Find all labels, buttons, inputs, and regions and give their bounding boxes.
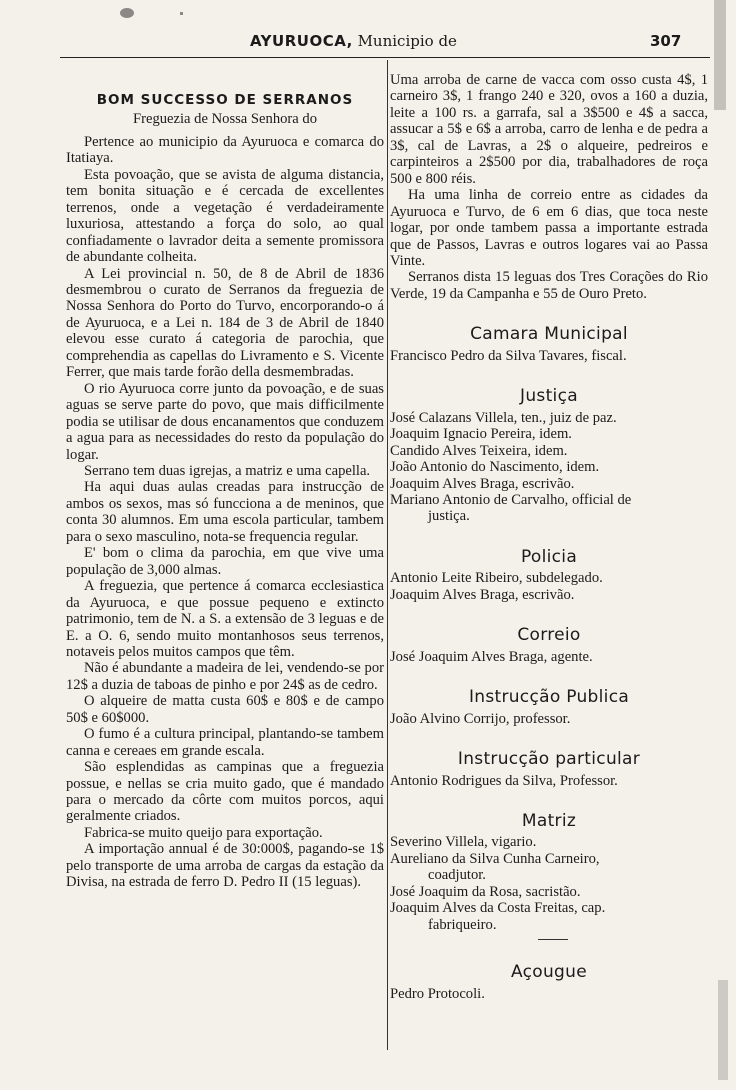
paragraph: A Lei provincial n. 50, de 8 de Abril de 1836 desmembrou o curato de Serranos da freguezia de Nossa Senhora do Porto do Turvo, encorporando-o á de Ayuruoca, e a Lei n. 184 de 3 de Abril de 1840 elevou esse curato á categoria de parochia, que comprehendia as capellas do Livramento e S. Vicente Ferrer, que mais tarde forão della desmembradas. bbox=[66, 265, 384, 381]
paragraph: O fumo é a cultura principal, plantando-se tambem canna e cereaes em grande escala. bbox=[66, 726, 384, 759]
directory-section bbox=[390, 810, 708, 940]
directory-section bbox=[390, 388, 708, 525]
section-separator bbox=[538, 939, 568, 940]
section-heading: Correio bbox=[517, 625, 581, 646]
left-column bbox=[66, 92, 384, 891]
directory-section bbox=[390, 326, 708, 364]
directory-entry: coadjutor. bbox=[428, 867, 486, 884]
section-heading: Açougue bbox=[511, 962, 587, 983]
paragraph: O rio Ayuruoca corre junto da povoação, e de suas aguas se serve parte do povo, que mais difficilmente podia se utilisar de dous encanamentos que conduzem a agua para as necessidades do resto da população do logar. bbox=[66, 380, 384, 463]
directory-entry: José Joaquim Alves Braga, agente. bbox=[390, 648, 593, 665]
paragraph: Fabrica-se muito queijo para exportação. bbox=[84, 824, 323, 841]
directory-entry: Antonio Leite Ribeiro, subdelegado. bbox=[390, 570, 603, 587]
directory-entry: Candido Alves Teixeira, idem. bbox=[390, 442, 568, 459]
scan-edge bbox=[714, 0, 726, 110]
header-subtitle: Municipio de bbox=[357, 32, 457, 50]
article-subtitle: Freguezia de Nossa Senhora do bbox=[133, 111, 317, 128]
paragraph: A freguezia, que pertence á comarca ecclesiastica da Ayuruoca, e que possue pequeno e extincto patrimonio, tem de N. a S. a extensão de 3 leguas e de E. a O. 6, sendo muito montanhosos seus terrenos, notaveis pelos muitos campos que têm. bbox=[66, 578, 384, 660]
paragraph: Não é abundante a madeira de lei, vendendo-se por 12$ a duzia de taboas de pinho e por 24$ as de cedro. bbox=[66, 660, 384, 693]
header-rule bbox=[60, 57, 710, 58]
directory-entry: Joaquim Ignacio Pereira, idem. bbox=[390, 426, 572, 443]
paragraph: Uma arroba de carne de vacca com osso custa 4$, 1 carneiro 3$, 1 frango 240 e 320, ovos a 160 a duzia, leite a 100 rs. a garrafa, sal a 3$500 e 4$ a sacca, assucar a 5$ e 6$ a arroba, carro de lenha e de pedra a 3$, cal de Lavras, a 2$ o alqueire, pedreiros e carpinteiros a 2$500 por dia, trabalhadores de roça 500 e 800 réis. bbox=[390, 72, 708, 187]
scan-speck bbox=[180, 12, 183, 15]
directory-entry: Antonio Rodrigues da Silva, Professor. bbox=[390, 772, 618, 789]
directory-section bbox=[390, 751, 708, 789]
paragraph: Ha uma linha de correio entre as cidades da Ayuruoca e Turvo, de 6 em 6 dias, que toca neste logar, por onde tambem passa a importante estrada que de Passos, Lavras e outros logares vai ao Passa Vinte. bbox=[390, 187, 708, 269]
section-heading: Instrucção Publica bbox=[468, 687, 630, 708]
directory-entry: Severino Villela, vigario. bbox=[390, 834, 537, 851]
directory-entry: João Antonio do Nascimento, idem. bbox=[390, 459, 600, 476]
paragraph: Ha aqui duas aulas creadas para instrucção de ambos os sexos, mas só funcciona a de meninos, que conta 30 alumnos. Em uma escola particular, tambem para o sexo masculino, nota-se frequencia regular. bbox=[66, 479, 384, 545]
directory-entry: Mariano Antonio de Carvalho, official de bbox=[390, 491, 632, 508]
paragraph: Serranos dista 15 leguas dos Tres Corações do Rio Verde, 19 da Campanha e 55 de Ouro Preto. bbox=[390, 269, 708, 302]
right-column bbox=[390, 72, 708, 1002]
paragraph: O alqueire de matta custa 60$ e 80$ e de campo 50$ e 60$000. bbox=[66, 693, 384, 726]
column-divider bbox=[387, 60, 388, 1050]
directory-section bbox=[390, 964, 708, 1002]
directory-entry: Joaquim Alves Braga, escrivão. bbox=[390, 475, 575, 492]
page-number: 307 bbox=[650, 32, 682, 50]
section-heading: Instrucção particular bbox=[457, 749, 641, 770]
directory-entry: justiça. bbox=[428, 508, 470, 525]
directory-entry: Aureliano da Silva Cunha Carneiro, bbox=[390, 850, 600, 867]
left-paragraphs bbox=[66, 134, 384, 891]
scan-edge bbox=[718, 980, 728, 1080]
section-heading: Camara Municipal bbox=[470, 324, 628, 345]
directory-entry: Francisco Pedro da Silva Tavares, fiscal. bbox=[390, 347, 627, 364]
directory-sections bbox=[390, 326, 708, 1002]
article-title: BOM SUCCESSO DE SERRANOS bbox=[96, 92, 354, 108]
paragraph: A importação annual é de 30:000$, pagando-se 1$ pelo transporte de uma arroba de cargas da estação da Divisa, na estrada de ferro D. Pedro II (15 leguas). bbox=[66, 841, 384, 891]
header-title: AYURUOCA, bbox=[250, 32, 353, 50]
directory-section bbox=[390, 689, 708, 727]
paragraph: E' bom o clima da parochia, em que vive uma população de 3,000 almas. bbox=[66, 545, 384, 578]
directory-section bbox=[390, 546, 708, 603]
scan-speck bbox=[120, 8, 134, 18]
directory-entry: fabriqueiro. bbox=[428, 916, 497, 933]
paragraph: Pertence ao municipio da Ayuruoca e comarca do Itatiaya. bbox=[66, 133, 384, 167]
right-paragraphs bbox=[390, 72, 708, 302]
section-heading: Matriz bbox=[521, 810, 577, 831]
paragraph: Serrano tem duas igrejas, a matriz e uma capella. bbox=[84, 462, 371, 479]
directory-entry: Pedro Protocoli. bbox=[390, 985, 485, 1002]
directory-entry: José Joaquim da Rosa, sacristão. bbox=[390, 883, 581, 900]
paragraph: Esta povoação, que se avista de alguma distancia, tem bonita situação e é cercada de excellentes terrenos, onde a vegetação é verdadeiramente luxuriosa, attestando a força do solo, ao qual confiadamente o lavrador deita a semente promissora de abundante colheita. bbox=[66, 166, 384, 266]
running-header bbox=[0, 30, 736, 56]
directory-entry: Joaquim Alves Braga, escrivão. bbox=[390, 586, 575, 603]
directory-entry: José Calazans Villela, ten., juiz de paz. bbox=[390, 409, 617, 426]
directory-section bbox=[390, 627, 708, 665]
directory-entry: Joaquim Alves da Costa Freitas, cap. bbox=[390, 900, 606, 917]
directory-entry: João Alvino Corrijo, professor. bbox=[390, 710, 571, 727]
paragraph: São esplendidas as campinas que a freguezia possue, e nellas se cria muito gado, que é mandado para o mercado da côrte com muitos porcos, aqui geralmente criados. bbox=[66, 759, 384, 825]
section-heading: Policia bbox=[520, 546, 578, 567]
section-heading: Justiça bbox=[520, 386, 578, 407]
running-title bbox=[250, 32, 457, 50]
